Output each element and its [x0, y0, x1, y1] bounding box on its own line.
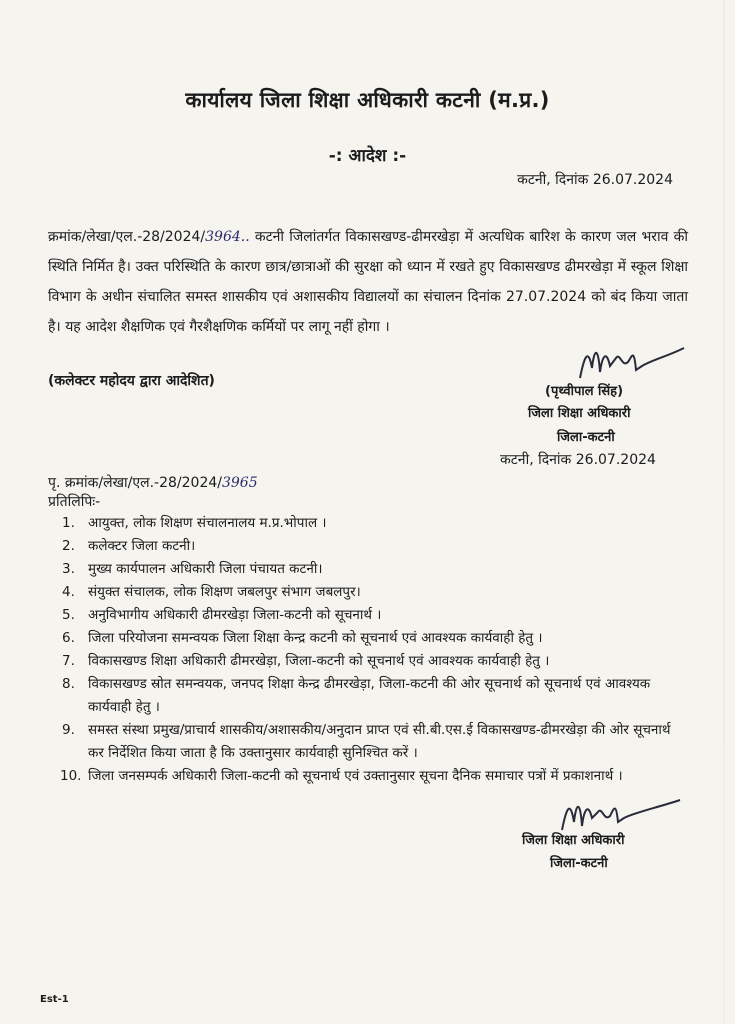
- recipient-number: 6.: [62, 630, 75, 646]
- order-heading: -: आदेश :-: [328, 146, 407, 166]
- recipient-text: जिला जनसम्पर्क अधिकारी जिला-कटनी को सूचनार्थ एवं उक्तानुसार सूचना दैनिक समाचार पत्रों में प्रकाशनार्थ ।: [88, 768, 623, 784]
- recipient-text: विकासखण्ड स्रोत समन्वयक, जनपद शिक्षा केन्द्र ढीमरखेड़ा, जिला-कटनी की ओर सूचनार्थ को सूचनार्थ एवं आवश्यक कार्यवाही हेतु ।: [88, 676, 651, 715]
- recipient-number: 7.: [62, 653, 75, 669]
- ordered-by: (कलेक्टर महोदय द्वारा आदेशित): [48, 373, 215, 389]
- office-title: कार्यालय जिला शिक्षा अधिकारी कटनी (म.प्र.): [185, 88, 550, 112]
- order-reference: क्रमांक/लेखा/एल.-28/2024/: [48, 229, 206, 245]
- signatory-name: (पृथ्वीपाल सिंह): [545, 384, 624, 399]
- signatory-2-place: जिला-कटनी: [550, 856, 608, 871]
- recipient-text: जिला परियोजना समन्वयक जिला शिक्षा केन्द्र कटनी को सूचनार्थ एवं आवश्यक कार्यवाही हेतु ।: [88, 630, 543, 646]
- recipient-number: 2.: [62, 538, 75, 554]
- copy-reference-printed: पृ. क्रमांक/लेखा/एल.-28/2024/: [48, 475, 222, 491]
- recipient-item: [48, 558, 688, 581]
- signatory-place-date: कटनी, दिनांक 26.07.2024: [500, 452, 656, 468]
- recipient-item: [48, 581, 688, 604]
- recipient-item: [48, 673, 688, 719]
- recipient-number: 3.: [62, 561, 75, 577]
- recipient-number: 1.: [62, 515, 75, 531]
- footer-code: Est-1: [40, 994, 69, 1005]
- recipient-text: संयुक्त संचालक, लोक शिक्षण जबलपुर संभाग जबलपुर।: [88, 584, 361, 600]
- recipient-text: कलेक्टर जिला कटनी।: [88, 538, 196, 554]
- recipient-number: 4.: [62, 584, 75, 600]
- order-paragraph: [48, 222, 688, 342]
- recipient-item: [48, 512, 688, 535]
- recipient-item: [48, 535, 688, 558]
- recipient-text: मुख्य कार्यपालन अधिकारी जिला पंचायत कटनी।: [88, 561, 323, 577]
- order-body: कटनी जिलांतर्गत विकासखण्ड-ढीमरखेड़ा में अत्यधिक बारिश के कारण जल भराव की स्थिति निर्मित है। उक्त परिस्थिति के कारण छात्र/छात्राओं की सुरक्षा को ध्यान में रखते हुए विकासखण्ड ढीमरखेड़ा में स्कूल शिक्षा विभाग के अधीन संचालित समस्त शासकीय एवं अशासकीय विद्यालयों का संचालन दिनांक 27.07.2024 को बंद किया जाता है। यह आदेश शैक्षणिक एवं गैरशैक्षणिक कर्मियों पर लागू नहीं होगा ।: [48, 229, 688, 335]
- recipient-number: 8.: [62, 676, 75, 692]
- recipient-list: [48, 512, 688, 788]
- recipient-item: [48, 719, 688, 765]
- signature-1: [572, 338, 692, 386]
- copy-reference: [48, 473, 258, 492]
- signatory-place: जिला-कटनी: [557, 430, 615, 445]
- signatory-designation: जिला शिक्षा अधिकारी: [528, 406, 631, 421]
- recipient-item: [48, 604, 688, 627]
- recipient-number: 5.: [62, 607, 75, 623]
- copy-reference-handwritten: 3965: [221, 475, 258, 491]
- order-reference-handwritten: 3964..: [205, 229, 250, 245]
- recipient-item: [48, 765, 688, 788]
- recipient-text: विकासखण्ड शिक्षा अधिकारी ढीमरखेड़ा, जिला-कटनी को सूचनार्थ एवं आवश्यक कार्यवाही हेतु ।: [88, 653, 550, 669]
- order-place-date: कटनी, दिनांक 26.07.2024: [517, 172, 673, 188]
- recipient-number: 10.: [60, 768, 82, 784]
- recipient-item: [48, 627, 688, 650]
- recipient-number: 9.: [62, 722, 75, 738]
- recipient-item: [48, 650, 688, 673]
- recipient-text: अनुविभागीय अधिकारी ढीमरखेड़ा जिला-कटनी को सूचनार्थ ।: [88, 607, 382, 623]
- recipient-text: आयुक्त, लोक शिक्षण संचालनालय म.प्र.भोपाल ।: [88, 515, 327, 531]
- copy-heading: प्रतिलिपिः-: [48, 494, 101, 510]
- recipient-text: समस्त संस्था प्रमुख/प्राचार्य शासकीय/अशासकीय/अनुदान प्राप्त एवं सी.बी.एस.ई विकासखण्ड-ढीमरखेड़ा की ओर सूचनार्थ कर निर्देशित किया जाता है कि उक्तानुसार कार्यवाही सुनिश्चित करें ।: [88, 722, 671, 761]
- signatory-2-designation: जिला शिक्षा अधिकारी: [522, 833, 625, 848]
